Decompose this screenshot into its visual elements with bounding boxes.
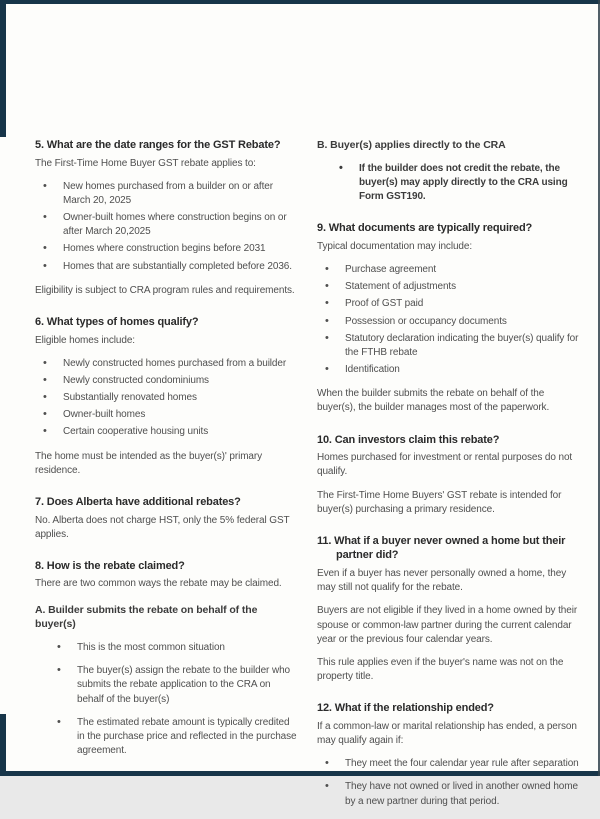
bullet-dot-icon: • [325,331,329,344]
bullet-dot-icon: • [325,363,329,376]
bullet-text: Proof of GST paid [345,298,424,310]
faq-section [317,138,579,204]
faq-section [35,559,297,758]
bullet-text: Certain cooperative housing units [63,426,209,438]
bullet-text: They have not owned or lived in another owned home by a new partner during that period. [345,781,578,807]
bullet-dot-icon: • [325,314,329,327]
bullet-text: They meet the four calendar year rule after separation [345,758,579,770]
bullet-item [35,357,297,371]
faq-section [317,701,579,808]
left-column [35,138,297,819]
bullet-item [317,780,579,808]
bullet-item [317,280,579,294]
right-column [317,138,579,819]
bullet-dot-icon: • [325,757,329,770]
bullet-item [317,757,579,771]
paragraph: Eligibility is subject to CRA program rules and requirements. [35,284,295,296]
faq-section [35,315,297,478]
bullet-item [317,162,579,205]
section-heading: 10. Can investors claim this rebate? [317,433,500,446]
section-heading: 12. What if the relationship ended? [317,702,494,715]
bullet-text: Homes where construction begins before 2031 [63,243,266,255]
paragraph: The First-Time Home Buyer GST rebate applies to: [35,157,256,169]
bullet-dot-icon: • [43,373,47,386]
bullet-text: Statement of adjustments [345,281,456,293]
section-heading: 9. What documents are typically required? [317,222,533,235]
bullet-text: Purchase agreement [345,263,437,275]
section-heading: 11. What if a buyer never owned a home but their partner did? [317,534,566,562]
sub-option-heading: B. Buyer(s) applies directly to the CRA [317,139,506,151]
bullet-item [35,374,297,388]
bullet-text: Substantially renovated homes [63,392,197,404]
bullet-dot-icon: • [43,211,47,224]
paragraph: No. Alberta does not charge HST, only the 5% federal GST applies. [35,514,290,540]
section-heading: 8. How is the rebate claimed? [35,559,185,572]
bullet-item [35,641,297,655]
paragraph: There are two common ways the rebate may be claimed. [35,578,282,590]
faq-section [317,433,579,517]
section-heading: 5. What are the date ranges for the GST Rebate? [35,139,281,151]
bullet-dot-icon: • [325,262,329,275]
faq-section [35,138,297,298]
bullet-list [35,641,297,758]
bullet-list [35,357,297,440]
bullet-text: This is the most common situation [77,642,225,653]
bullet-item [35,260,297,274]
bullet-text: Newly constructed homes purchased from a builder [63,357,287,369]
bullet-text: If the builder does not credit the rebate, the buyer(s) may apply directly to the CRA using Form GST190. [359,162,568,203]
bullet-list [317,263,579,377]
paragraph: Typical documentation may include: [317,240,473,252]
bullet-text: Owner-built homes where construction begins on or after March 20,2025 [63,212,287,238]
bullet-item [35,180,297,208]
bullet-dot-icon: • [325,297,329,310]
section-heading: 6. What types of homes qualify? [35,316,199,329]
bullet-dot-icon: • [57,664,61,677]
paragraph: Homes purchased for investment or rental purposes do not qualify. [317,452,573,478]
bullet-dot-icon: • [325,280,329,293]
bullet-text: Possession or occupancy documents [345,315,507,327]
bullet-item [317,363,579,377]
faq-section [317,534,579,684]
bullet-dot-icon: • [43,408,47,421]
bullet-item [317,332,579,360]
paragraph: The home must be intended as the buyer(s)' primary residence. [35,450,263,476]
bullet-text: The estimated rebate amount is typically credited in the purchase price and reflected in the purchase agreement. [77,716,297,757]
bullet-text: The buyer(s) assign the rebate to the builder who submits the rebate application to the CRA on behalf of the buyer(s) [77,665,291,705]
paragraph: Buyers are not eligible if they lived in a home owned by their spouse or common-law partner during the current calendar year or the previous four calendar years. [317,605,578,645]
page-border-top [0,0,600,4]
bullet-dot-icon: • [43,259,47,272]
bullet-text: Newly constructed condominiums [63,374,209,386]
bullet-item [35,425,297,439]
sub-option-heading: A. Builder submits the rebate on behalf of the buyer(s) [35,603,258,631]
bullet-text: Identification [345,364,400,376]
bullet-dot-icon: • [43,391,47,404]
bullet-text: Statutory declaration indicating the buyer(s) qualify for the FTHB rebate [345,332,579,358]
bullet-list [35,180,297,274]
bullet-dot-icon: • [43,425,47,438]
paragraph: Even if a buyer has never personally owned a home, they may still not qualify for the rebate. [317,567,567,594]
bullet-item [35,211,297,239]
bullet-text: New homes purchased from a builder on or after March 20, 2025 [63,180,273,206]
faq-section [317,221,579,415]
bullet-dot-icon: • [43,242,47,255]
bullet-item [317,315,579,329]
bullet-item [35,408,297,422]
section-heading: 7. Does Alberta have additional rebates? [35,496,241,509]
bullet-text: Homes that are substantially completed before 2036. [63,260,292,272]
bullet-dot-icon: • [43,179,47,192]
bullet-item [317,297,579,311]
paragraph: This rule applies even if the buyer's name was not on the property title. [317,656,564,683]
faq-section [35,495,297,542]
bullet-item [35,242,297,256]
page-border-left-top [0,0,6,137]
bullet-item [35,664,297,707]
bullet-dot-icon: • [339,161,343,174]
bullet-item [35,716,297,759]
bullet-list [317,757,579,809]
bullet-dot-icon: • [57,715,61,728]
page-border-left-bottom [0,714,6,776]
bullet-text: Owner-built homes [63,409,146,421]
faq-content [35,138,579,819]
bullet-item [35,391,297,405]
paragraph: When the builder submits the rebate on behalf of the buyer(s), the builder manages most of the paperwork. [317,388,550,414]
paragraph: If a common-law or marital relationship has ended, a person may qualify again if: [317,720,577,746]
bullet-list [317,162,579,205]
bullet-dot-icon: • [43,356,47,369]
bullet-item [317,263,579,277]
paragraph: The First-Time Home Buyers' GST rebate is intended for buyer(s) purchasing a primary residence. [317,489,562,515]
paragraph: Eligible homes include: [35,334,135,346]
bullet-dot-icon: • [325,780,329,793]
bullet-dot-icon: • [57,641,61,653]
